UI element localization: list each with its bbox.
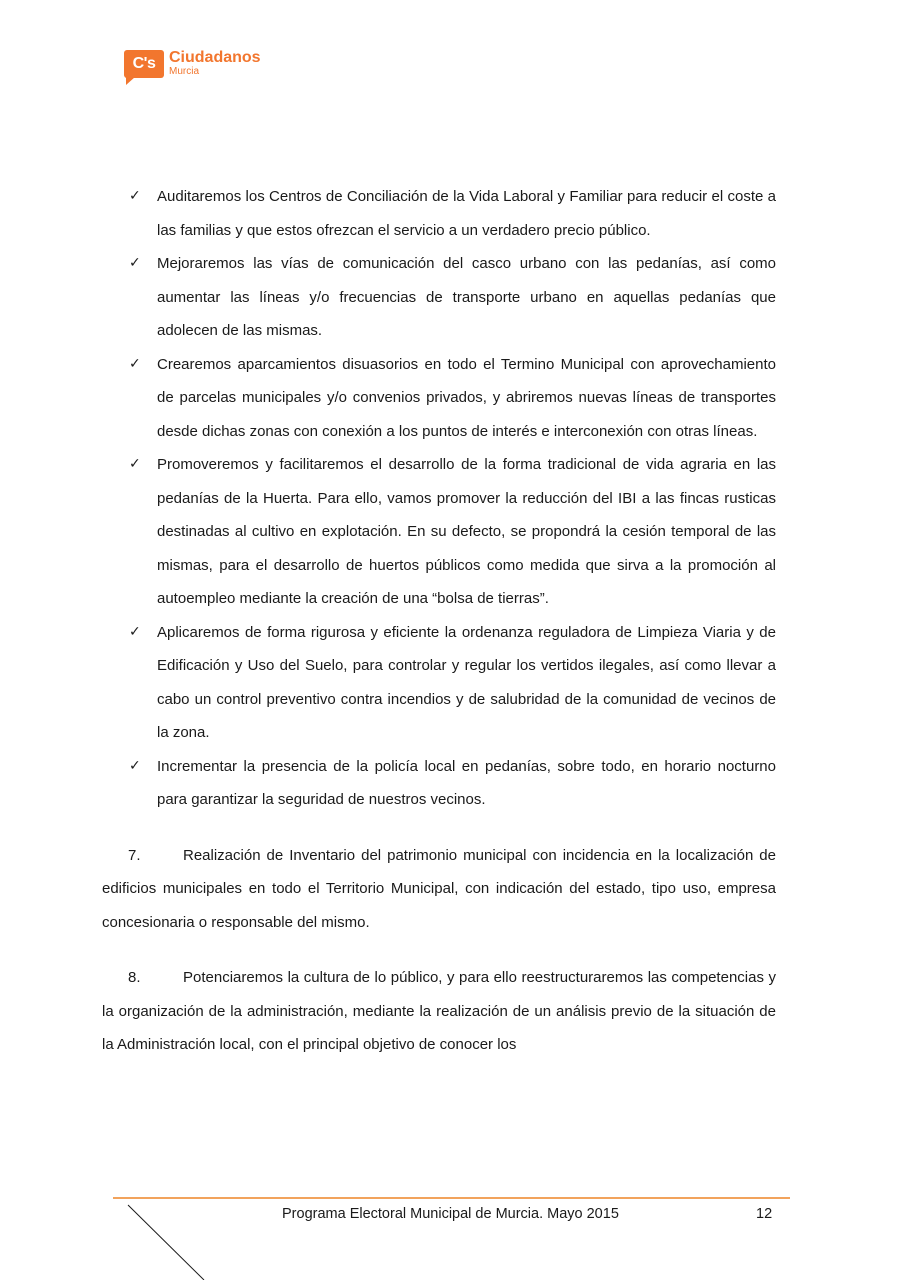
paragraph-number: 8. <box>128 969 141 986</box>
paragraph-text: Realización de Inventario del patrimonio municipal con incidencia en la localización de edificios municipales en todo el Territorio Municipal, con indicación del estado, tipo uso, empresa concesionaria o responsable del mismo. <box>102 846 776 931</box>
bullet-text: Auditaremos los Centros de Conciliación de la Vida Laboral y Familiar para reducir el coste a las familias y que estos ofrezcan el servicio a un verdadero precio público. <box>157 188 776 239</box>
check-icon: ✓ <box>129 757 141 774</box>
bullet-text: Promoveremos y facilitaremos el desarrollo de la forma tradicional de vida agraria en las pedanías de la Huerta. Para ello, vamos promover la reducción del IBI a las fincas rusticas destinadas al cultivo en explotación. En su defecto, se propondrá la cesión temporal de las mismas, para el desarrollo de huertos públicos como medida que sirva a la promoción al autoempleo mediante la creación de una “bolsa de tierras”. <box>157 456 776 607</box>
bullet-text: Crearemos aparcamientos disuasorios en todo el Termino Municipal con aprovechamiento de parcelas municipales y/o convenios privados, y abriremos nuevas líneas de transportes desde dichas zonas con conexión a los puntos de interés e interconexión con otras líneas. <box>157 355 776 440</box>
footer-title: Programa Electoral Municipal de Murcia. Mayo 2015 <box>282 1206 619 1222</box>
check-icon: ✓ <box>129 255 141 271</box>
bullet-text: Mejoraremos las vías de comunicación del casco urbano con las pedanías, así como aumentar las líneas y/o frecuencias de transporte urbano en aquellas pedanías que adolecen de las mismas. <box>157 255 776 339</box>
bullet-text: Incrementar la presencia de la policía local en pedanías, sobre todo, en horario nocturno para garantizar la seguridad de nuestros vecinos. <box>157 757 776 808</box>
logo-brand: Ciudadanos <box>169 49 261 66</box>
logo-mark: C's <box>124 50 164 78</box>
check-icon: ✓ <box>129 355 141 372</box>
check-icon: ✓ <box>129 623 141 640</box>
page-number: 12 <box>756 1206 773 1222</box>
check-icon: ✓ <box>129 188 141 204</box>
paragraph-number: 7. <box>128 846 141 864</box>
logo-city: Murcia <box>169 66 200 77</box>
bullet-text: Aplicaremos de forma rigurosa y eficiente la ordenanza reguladora de Limpieza Viaria y de Edificación y Uso del Suelo, para controlar y regular los vertidos ilegales, así como llevar a cabo un control preventivo contra incendios y de salubridad de la comunidad de vecinos de la zona. <box>157 623 776 741</box>
check-icon: ✓ <box>129 456 141 472</box>
paragraph-text: Potenciaremos la cultura de lo público, y para ello reestructuraremos las competencias y la organización de la administración, mediante la realización de un análisis previo de la situación de la Administración local, con el principal objetivo de conocer los <box>102 969 776 1053</box>
